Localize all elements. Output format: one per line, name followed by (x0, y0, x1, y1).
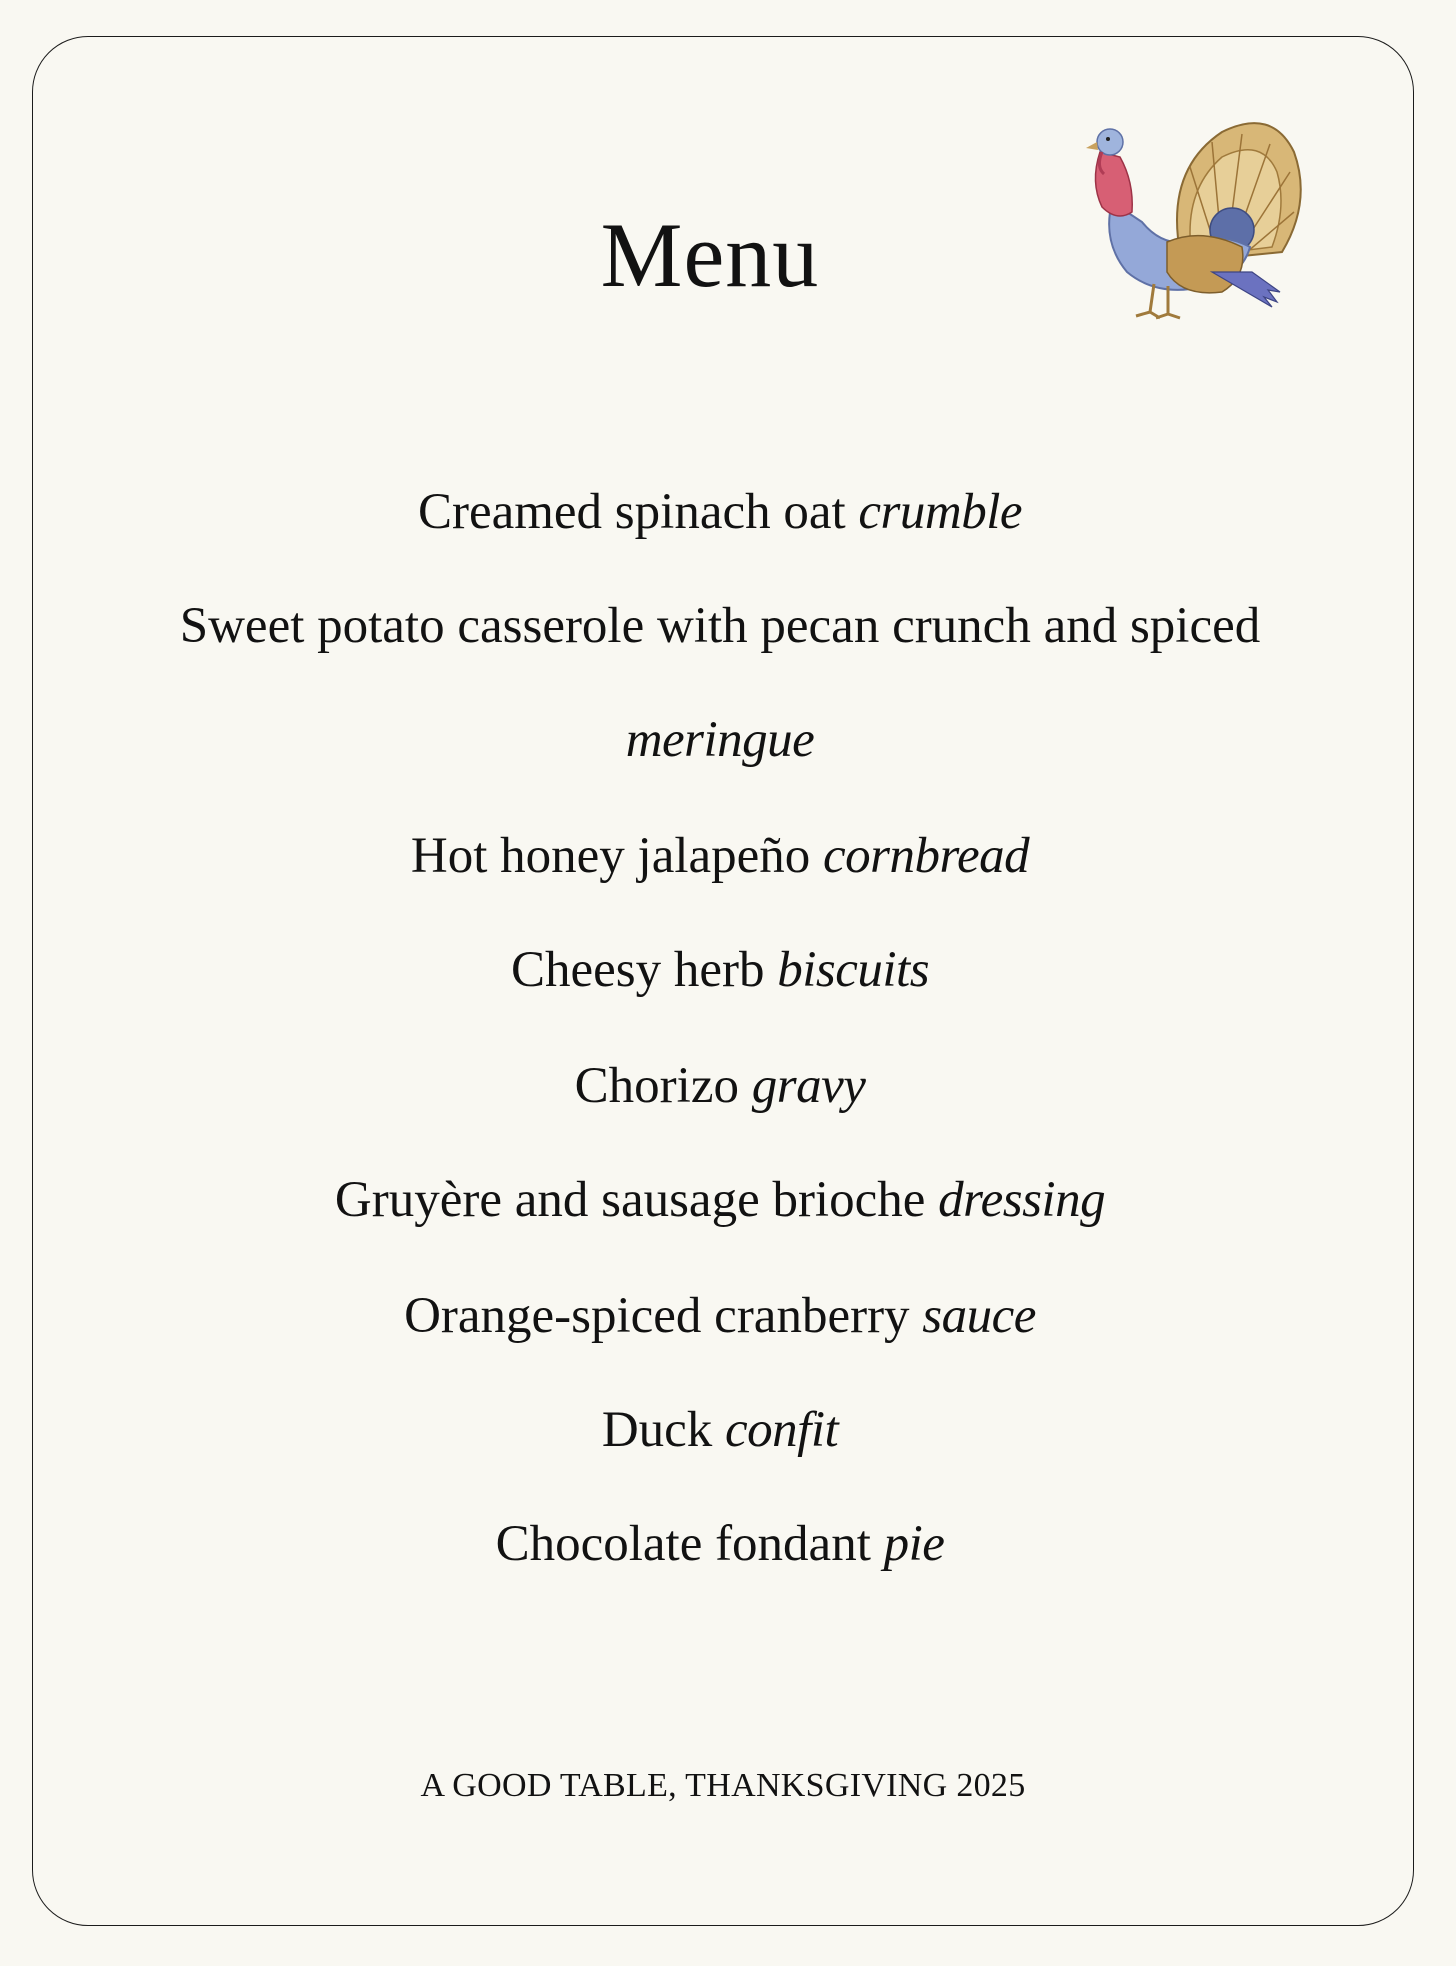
dish-italic: crumble (858, 484, 1023, 540)
page-title: Menu (600, 204, 820, 306)
dish-italic: cornbread (823, 828, 1030, 884)
turkey-head (1086, 129, 1132, 216)
dish-italic: dressing (938, 1172, 1106, 1228)
menu-item (60, 1286, 1380, 1346)
dish-name: Sweet potato casserole with pecan crunch and spiced (179, 598, 1261, 654)
dish-name: Chorizo (574, 1058, 752, 1114)
menu-item (60, 1514, 1380, 1574)
menu-item (60, 1056, 1380, 1116)
dish-italic: pie (883, 1516, 945, 1572)
dish-name: Gruyère and sausage brioche (334, 1172, 939, 1228)
dish-name: Duck (601, 1402, 726, 1458)
dish-italic: sauce (922, 1288, 1036, 1344)
menu-item (60, 940, 1380, 1000)
menu-item (60, 596, 1380, 656)
menu-item (60, 710, 1380, 770)
dish-name: Orange-spiced cranberry (404, 1288, 923, 1344)
menu-item (60, 1400, 1380, 1460)
dish-name: Cheesy herb (510, 942, 778, 998)
menu-item (60, 482, 1380, 542)
dish-name: Chocolate fondant (495, 1516, 884, 1572)
dish-name: Hot honey jalapeño (410, 828, 824, 884)
menu-item (60, 1170, 1380, 1230)
dish-italic: meringue (625, 712, 815, 768)
dish-name: Creamed spinach oat (417, 484, 859, 540)
menu-item (60, 826, 1380, 886)
dish-italic: confit (725, 1402, 839, 1458)
footer-text: A GOOD TABLE, THANKSGIVING 2025 (420, 1767, 1026, 1804)
turkey-icon (1072, 112, 1302, 324)
dish-italic: gravy (751, 1058, 866, 1114)
dish-italic: biscuits (777, 942, 930, 998)
